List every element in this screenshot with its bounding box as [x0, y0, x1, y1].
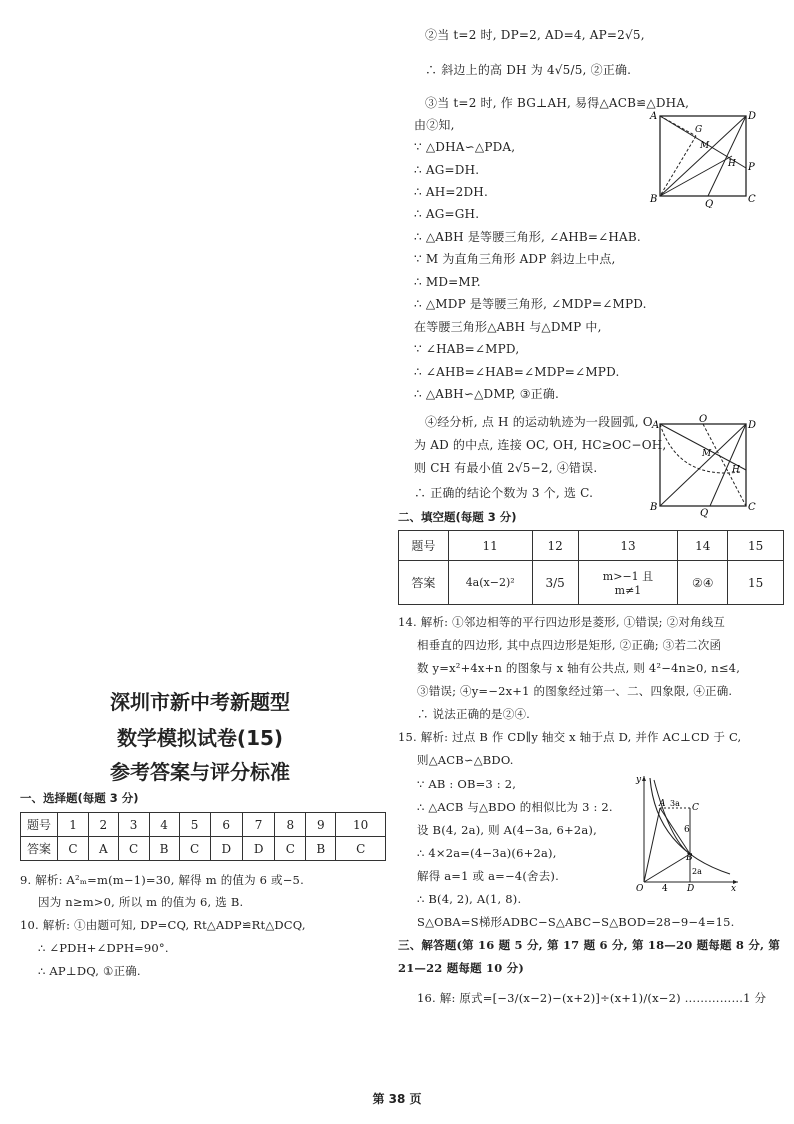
table-cell: 15 — [728, 531, 784, 561]
point-label: Q — [705, 199, 714, 208]
table-cell: C — [336, 837, 386, 861]
section-heading: 三、解答题(第 16 题 5 分, 第 17 题 6 分, 第 18—20 题每题 8 分, 第 — [398, 938, 781, 952]
table-cell: C — [118, 837, 149, 861]
document-title: 数学模拟试卷(15) — [116, 726, 284, 750]
text-line: ∴ 4×2a=(4−3a)(6+2a), — [417, 846, 557, 860]
text-line: ∴ △MDP 是等腰三角形, ∠MDP=∠MPD. — [414, 297, 647, 311]
table-cell: B — [306, 837, 336, 861]
point-label: G — [695, 125, 703, 135]
text-line: ∵ M 为直角三角形 ADP 斜边上中点, — [414, 252, 616, 266]
text-line: 相垂直的四边形, 其中点四边形是矩形, ②正确; ③若二次函 — [417, 638, 722, 652]
table-cell: 12 — [532, 531, 578, 561]
text-line: ∴ 说法正确的是②④. — [417, 707, 531, 721]
text-line: ∴ MD=MP. — [414, 275, 481, 289]
table-cell: 3 — [118, 813, 149, 837]
text-line: ∵ AB : OB=3 : 2, — [417, 777, 517, 791]
table-cell: C — [275, 837, 306, 861]
point-label: O — [636, 884, 644, 894]
text-line: ∴ △ACB 与△BDO 的相似比为 3 : 2. — [417, 800, 613, 814]
point-label: B — [650, 194, 658, 205]
table-cell: 题号 — [399, 531, 449, 561]
table-cell: ②④ — [678, 561, 728, 605]
text-line: ∴ ∠AHB=∠HAB=∠MDP=∠MPD. — [414, 365, 620, 379]
point-label: M — [700, 141, 710, 151]
table-cell: 7 — [242, 813, 274, 837]
point-label: D — [748, 420, 757, 431]
text-line: ③当 t=2 时, 作 BG⊥AH, 易得△ACB≌△DHA, — [425, 96, 690, 110]
text-line: ∴ 正确的结论个数为 3 个, 选 C. — [414, 486, 594, 500]
table-cell: 3/5 — [532, 561, 578, 605]
text-line: 则 CH 有最小值 2√5−2, ④错误. — [414, 461, 598, 475]
table-cell: B — [149, 837, 179, 861]
table-cell: D — [210, 837, 242, 861]
table-cell: 5 — [179, 813, 210, 837]
table-cell: 2 — [89, 813, 118, 837]
text-line: ②当 t=2 时, DP=2, AD=4, AP=2√5, — [425, 28, 645, 42]
document-title: 参考答案与评分标准 — [110, 760, 290, 784]
text-line: ∵ ∠HAB=∠MPD, — [414, 342, 520, 356]
text-line: 数 y=x²+4x+n 的图象与 x 轴有公共点, 则 4²−4n≥0, n≤4, — [417, 661, 741, 675]
table-cell: 6 — [210, 813, 242, 837]
table-cell: 1 — [58, 813, 89, 837]
text-line: 在等腰三角形△ABH 与△DMP 中, — [414, 320, 602, 334]
text-line: ∴ AG=DH. — [414, 163, 480, 177]
table-cell: C — [179, 837, 210, 861]
table-cell: 10 — [336, 813, 386, 837]
text-line: ∴ AH=2DH. — [414, 185, 488, 199]
point-label: D — [687, 884, 695, 894]
table-cell: 14 — [678, 531, 728, 561]
text-line: 因为 n≥m>0, 所以 m 的值为 6, 选 B. — [38, 895, 244, 909]
table-cell: 15 — [728, 561, 784, 605]
geometry-figure-arc — [648, 412, 760, 518]
table-cell: 8 — [275, 813, 306, 837]
point-label: Q — [700, 508, 709, 518]
text-line: 解得 a=1 或 a=−4(舍去). — [417, 869, 559, 883]
text-line: 10. 解析: ①由题可知, DP=CQ, Rt△ADP≌Rt△DCQ, — [20, 918, 306, 932]
text-line: 14. 解析: ①邻边相等的平行四边形是菱形, ①错误; ②对角线互 — [398, 615, 726, 629]
text-line: ④经分析, 点 H 的运动轨迹为一段圆弧, O — [425, 415, 653, 429]
point-label: A — [650, 111, 658, 122]
document-title: 深圳市新中考新题型 — [110, 690, 290, 714]
section-heading: 二、填空题(每题 3 分) — [398, 510, 517, 524]
text-line: ∵ △DHA∽△PDA, — [414, 140, 516, 154]
table-cell: 4 — [149, 813, 179, 837]
text-line: ③错误; ④y=−2x+1 的图象经过第一、二、四象限, ④正确. — [417, 684, 733, 698]
geometry-figure-square — [648, 108, 758, 208]
point-label: C — [748, 502, 756, 513]
text-line: ∴ AG=GH. — [414, 207, 480, 221]
point-label: B — [650, 502, 658, 513]
point-label: O — [699, 414, 708, 425]
point-label: A — [652, 420, 660, 431]
text-line: ∴ △ABH∽△DMP, ③正确. — [414, 387, 560, 401]
section-heading: 一、选择题(每题 3 分) — [20, 791, 139, 805]
tick-label: 4 — [662, 884, 668, 894]
length-label: 6 — [684, 825, 690, 835]
text-line: 则△ACB∽△BDO. — [417, 753, 514, 767]
text-line: S△OBA=S梯形ADBC−S△ABC−S△BOD=28−9−4=15. — [417, 915, 735, 929]
table-cell: 4a(x−2)² — [448, 561, 532, 605]
function-graph-figure — [630, 770, 742, 894]
table-cell: D — [242, 837, 274, 861]
point-label: C — [748, 194, 756, 205]
table-cell: 13 — [578, 531, 678, 561]
point-label: B — [686, 853, 693, 863]
point-label: D — [748, 111, 757, 122]
point-label: P — [748, 162, 755, 173]
point-label: M — [702, 449, 712, 459]
point-label: C — [692, 803, 699, 813]
length-label: 3a — [670, 799, 680, 808]
text-line: ∴ AP⊥DQ, ①正确. — [38, 964, 141, 978]
text-line: ∴ △ABH 是等腰三角形, ∠AHB=∠HAB. — [414, 230, 641, 244]
table-cell: 答案 — [399, 561, 449, 605]
point-label: H — [728, 159, 736, 169]
text-line: 为 AD 的中点, 连接 OC, OH, HC≥OC−OH, — [414, 438, 667, 452]
table-cell: 题号 — [21, 813, 58, 837]
text-line: 16. 解: 原式=[−3/(x−2)−(x+2)]÷(x+1)/(x−2) ……………1 分 — [417, 991, 767, 1005]
text-line: 由②知, — [414, 118, 455, 132]
table-cell: 11 — [448, 531, 532, 561]
text-line: 9. 解析: A²ₘ=m(m−1)=30, 解得 m 的值为 6 或−5. — [20, 873, 304, 887]
point-label: A — [659, 799, 666, 809]
table-cell: m>−1 且 m≠1 — [578, 561, 678, 605]
text-line: ∴ 斜边上的高 DH 为 4√5/5, ②正确. — [425, 63, 632, 77]
table-cell: C — [58, 837, 89, 861]
axis-label: x — [731, 884, 737, 894]
fill-in-answer-table — [398, 530, 784, 605]
text-line: 15. 解析: 过点 B 作 CD∥y 轴交 x 轴于点 D, 并作 AC⊥CD 于 C, — [398, 730, 742, 744]
axis-label: y — [636, 775, 642, 785]
table-cell: A — [89, 837, 118, 861]
point-label: H — [732, 465, 740, 475]
table-cell: 答案 — [21, 837, 58, 861]
length-label: 2a — [692, 867, 702, 876]
text-line: 设 B(4, 2a), 则 A(4−3a, 6+2a), — [417, 823, 597, 837]
page-number: 第 38 页 — [372, 1092, 422, 1106]
text-line: ∴ ∠PDH+∠DPH=90°. — [38, 941, 169, 955]
table-cell: 9 — [306, 813, 336, 837]
text-line: ∴ B(4, 2), A(1, 8). — [417, 892, 522, 906]
choice-answer-table — [20, 812, 386, 861]
section-heading-cont: 21—22 题每题 10 分) — [398, 961, 524, 975]
